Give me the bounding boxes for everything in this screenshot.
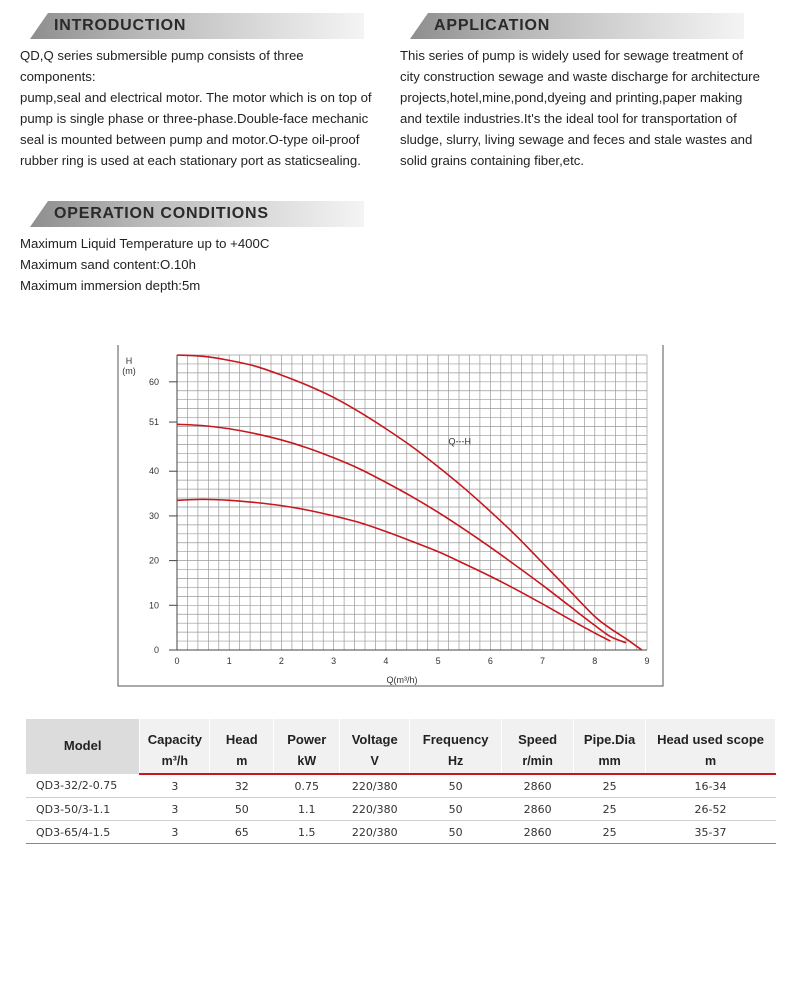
cell-power: 0.75 bbox=[274, 774, 340, 798]
operation-text bbox=[20, 233, 380, 296]
cell-model: QD3-65/4-1.5 bbox=[26, 821, 140, 844]
unit-speed: r/min bbox=[502, 749, 574, 774]
x-tick-label: 2 bbox=[278, 656, 284, 666]
x-tick-label: 4 bbox=[383, 656, 389, 666]
cell-head-scope: 26-52 bbox=[646, 798, 776, 821]
chart-frame bbox=[118, 345, 663, 686]
curve-annotation: Q---H bbox=[448, 436, 472, 447]
text-line: Maximum sand content:O.10h bbox=[20, 257, 196, 272]
cell-power: 1.1 bbox=[274, 798, 340, 821]
cell-capacity: 3 bbox=[140, 774, 210, 798]
column-header-capacity: Capacity bbox=[140, 719, 210, 749]
cell-head-scope: 35-37 bbox=[646, 821, 776, 844]
y-tick-label: 51 bbox=[148, 417, 159, 428]
cell-pipe-dia: 25 bbox=[574, 798, 646, 821]
cell-speed: 2860 bbox=[502, 774, 574, 798]
text-line: city construction sewage and waste discharge for architecture bbox=[400, 69, 760, 84]
cell-head: 32 bbox=[210, 774, 274, 798]
application-header bbox=[400, 13, 744, 39]
cell-frequency: 50 bbox=[410, 774, 502, 798]
text-line: This series of pump is widely used for sewage treatment of bbox=[400, 48, 744, 63]
y-tick-label: 0 bbox=[153, 645, 159, 655]
x-tick-label: 9 bbox=[644, 656, 650, 666]
unit-pipe-dia: mm bbox=[574, 749, 646, 774]
cell-head-scope: 16-34 bbox=[646, 774, 776, 798]
column-header-speed: Speed bbox=[502, 719, 574, 749]
cell-model: QD3-32/2-0.75 bbox=[26, 774, 140, 798]
header-notch-icon bbox=[20, 13, 48, 39]
application-title: APPLICATION bbox=[434, 17, 551, 34]
y-axis-label: H bbox=[125, 356, 133, 366]
q-h-curve-3 bbox=[177, 499, 610, 641]
q-h-curve-1 bbox=[177, 355, 642, 650]
unit-power: kW bbox=[274, 749, 340, 774]
cell-model: QD3-50/3-1.1 bbox=[26, 798, 140, 821]
column-header-model: Model bbox=[26, 719, 140, 774]
operation-header bbox=[20, 201, 364, 227]
introduction-header bbox=[20, 13, 364, 39]
text-line: Maximum Liquid Temperature up to +400C bbox=[20, 236, 270, 251]
column-header-power: Power bbox=[274, 719, 340, 749]
cell-capacity: 3 bbox=[140, 798, 210, 821]
table-row bbox=[26, 798, 776, 821]
text-line: rubber ring is used at each stationary port as staticsealing. bbox=[20, 153, 361, 168]
x-tick-label: 7 bbox=[540, 656, 546, 666]
performance-chart bbox=[115, 345, 665, 690]
introduction-title: INTRODUCTION bbox=[54, 17, 187, 34]
q-h-curve-chart bbox=[115, 345, 665, 690]
text-line: and textile industries.It's the ideal tool for transportation of bbox=[400, 111, 737, 126]
column-header-head: Head bbox=[210, 719, 274, 749]
unit-head: m bbox=[210, 749, 274, 774]
cell-voltage: 220/380 bbox=[340, 821, 410, 844]
spec-table bbox=[26, 719, 776, 844]
unit-voltage: V bbox=[340, 749, 410, 774]
text-line: projects,hotel,mine,pond,dyeing and printing,paper making bbox=[400, 90, 743, 105]
cell-voltage: 220/380 bbox=[340, 774, 410, 798]
unit-capacity: m³/h bbox=[140, 749, 210, 774]
text-line: QD,Q series submersible pump consists of three components: bbox=[20, 48, 304, 84]
cell-capacity: 3 bbox=[140, 821, 210, 844]
y-tick-label: 40 bbox=[148, 466, 159, 477]
text-line: pump is single phase or three-phase.Double-face mechanic bbox=[20, 111, 369, 126]
table-header-row bbox=[26, 719, 776, 749]
x-tick-label: 0 bbox=[174, 656, 180, 666]
column-header-pipe-dia: Pipe.Dia bbox=[574, 719, 646, 749]
text-line: Maximum immersion depth:5m bbox=[20, 278, 201, 293]
y-axis-label: (m) bbox=[122, 366, 136, 376]
cell-power: 1.5 bbox=[274, 821, 340, 844]
cell-pipe-dia: 25 bbox=[574, 821, 646, 844]
x-tick-label: 5 bbox=[435, 656, 441, 666]
column-header-head-scope: Head used scope bbox=[646, 719, 776, 749]
cell-voltage: 220/380 bbox=[340, 798, 410, 821]
y-tick-label: 30 bbox=[148, 510, 159, 521]
cell-speed: 2860 bbox=[502, 798, 574, 821]
y-tick-label: 60 bbox=[148, 376, 159, 387]
y-tick-label: 20 bbox=[148, 555, 159, 566]
x-tick-label: 1 bbox=[226, 656, 232, 666]
unit-head-scope: m bbox=[646, 749, 776, 774]
table-row bbox=[26, 821, 776, 844]
operation-title: OPERATION CONDITIONS bbox=[54, 205, 269, 222]
cell-speed: 2860 bbox=[502, 821, 574, 844]
cell-frequency: 50 bbox=[410, 798, 502, 821]
text-line: seal is mounted between pump and motor.O-type oil-proof bbox=[20, 132, 360, 147]
text-line: sludge, slurry, living sewage and feces and stale wastes and bbox=[400, 132, 753, 147]
column-header-frequency: Frequency bbox=[410, 719, 502, 749]
cell-pipe-dia: 25 bbox=[574, 774, 646, 798]
x-axis-label: Q(m³/h) bbox=[386, 675, 418, 685]
table-row bbox=[26, 774, 776, 798]
column-header-voltage: Voltage bbox=[340, 719, 410, 749]
introduction-text bbox=[20, 45, 380, 171]
x-tick-label: 3 bbox=[331, 656, 337, 666]
header-notch-icon bbox=[20, 201, 48, 227]
text-line: solid grains containing fiber,etc. bbox=[400, 153, 584, 168]
header-notch-icon bbox=[400, 13, 428, 39]
cell-frequency: 50 bbox=[410, 821, 502, 844]
cell-head: 65 bbox=[210, 821, 274, 844]
y-tick-label: 10 bbox=[148, 600, 159, 611]
x-tick-label: 6 bbox=[487, 656, 493, 666]
cell-head: 50 bbox=[210, 798, 274, 821]
x-tick-label: 8 bbox=[592, 656, 598, 666]
text-line: pump,seal and electrical motor. The motor which is on top of bbox=[20, 90, 372, 105]
unit-frequency: Hz bbox=[410, 749, 502, 774]
application-text bbox=[400, 45, 760, 171]
